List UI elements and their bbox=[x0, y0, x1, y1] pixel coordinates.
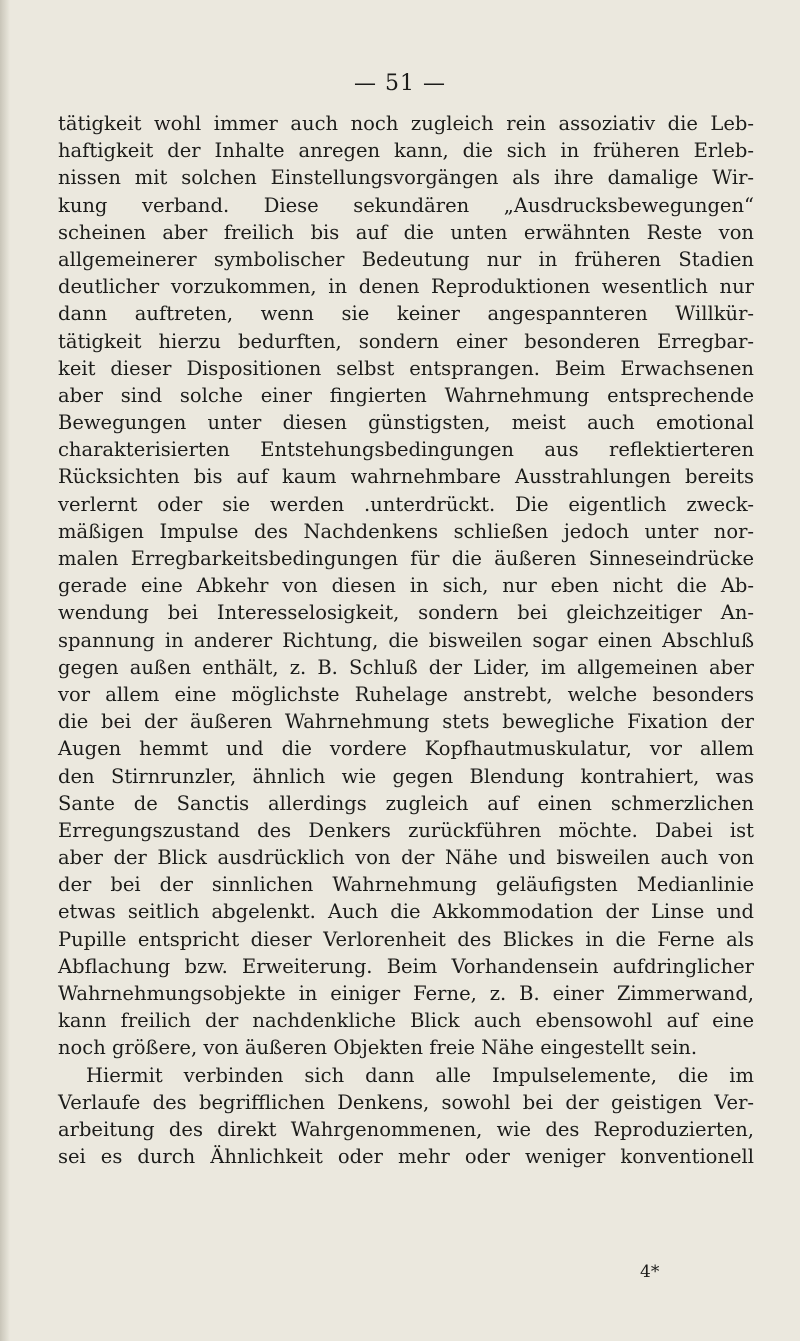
text-line: kann freilich der nachdenkliche Blick auch ebensowohl auf eine bbox=[58, 1009, 754, 1033]
page-edge-shadow bbox=[0, 0, 10, 1341]
text-line: allgemeinerer symbolischer Bedeutung nur in früheren Stadien bbox=[58, 247, 754, 271]
signature-mark: 4* bbox=[640, 1262, 660, 1282]
text-line: Verlaufe des begrifflichen Denkens, sowohl bei der geistigen Ver- bbox=[58, 1090, 754, 1114]
text-line: etwas seitlich abgelenkt. Auch die Akkommodation der Linse und bbox=[58, 900, 754, 924]
text-line: Augen hemmt und die vordere Kopfhautmuskulatur, vor allem bbox=[58, 737, 754, 761]
text-line: gerade eine Abkehr von diesen in sich, nur eben nicht die Ab- bbox=[58, 574, 754, 598]
text-line: Wahrnehmungsobjekte in einiger Ferne, z. B. einer Zimmerwand, bbox=[58, 982, 754, 1005]
text-line: mäßigen Impulse des Nachdenkens schließen jedoch unter nor- bbox=[58, 519, 754, 543]
text-line: aber der Blick ausdrücklich von der Nähe und bisweilen auch von bbox=[58, 846, 754, 870]
text-line: nissen mit solchen Einstellungsvorgängen als ihre damalige Wir- bbox=[58, 166, 754, 190]
text-line: Abflachung bzw. Erweiterung. Beim Vorhandensein aufdringlicher bbox=[58, 954, 754, 978]
text-line: Sante de Sanctis allerdings zugleich auf einen schmerzlichen bbox=[58, 791, 754, 815]
text-line: malen Erregbarkeitsbedingungen für die äußeren Sinneseindrücke bbox=[58, 547, 754, 570]
text-line: haftigkeit der Inhalte anregen kann, die sich in früheren Erleb- bbox=[58, 139, 754, 163]
text-line: Rücksichten bis auf kaum wahrnehmbare Ausstrahlungen bereits bbox=[58, 465, 754, 489]
page-number-header: — 51 — bbox=[354, 71, 446, 96]
text-line: tätigkeit wohl immer auch noch zugleich rein assoziativ die Leb- bbox=[58, 112, 754, 135]
text-line: der bei der sinnlichen Wahrnehmung geläufigsten Medianlinie bbox=[58, 873, 754, 897]
text-line: gegen außen enthält, z. B. Schluß der Lider, im allgemeinen aber bbox=[58, 655, 754, 679]
body-text bbox=[58, 110, 754, 1170]
text-line: wendung bei Interesselosigkeit, sondern bei gleichzeitiger An- bbox=[58, 601, 754, 625]
text-line: deutlicher vorzukommen, in denen Reproduktionen wesentlich nur bbox=[58, 275, 754, 299]
text-line: aber sind solche einer fingierten Wahrnehmung entsprechende bbox=[58, 383, 754, 407]
text-line: Pupille entspricht dieser Verlorenheit des Blickes in die Ferne als bbox=[58, 927, 754, 951]
text-line: keit dieser Dispositionen selbst entsprangen. Beim Erwachsenen bbox=[58, 356, 754, 380]
text-line: sei es durch Ähnlichkeit oder mehr oder weniger konventionell bbox=[58, 1145, 754, 1169]
text-line: kung verband. Diese sekundären „Ausdrucksbewegungen“ bbox=[58, 193, 754, 217]
text-line: dann auftreten, wenn sie keiner angespannteren Willkür- bbox=[58, 302, 754, 326]
text-line: noch größere, von äußeren Objekten freie Nähe eingestellt sein. bbox=[58, 1036, 698, 1060]
text-line: arbeitung des direkt Wahrgenommenen, wie des Reproduzierten, bbox=[58, 1117, 754, 1141]
text-line: die bei der äußeren Wahrnehmung stets bewegliche Fixation der bbox=[58, 710, 754, 734]
text-line: charakterisierten Entstehungsbedingungen aus reflektierteren bbox=[58, 438, 754, 462]
text-line: vor allem eine möglichste Ruhelage anstrebt, welche besonders bbox=[58, 682, 754, 706]
text-line: scheinen aber freilich bis auf die unten erwähnten Reste von bbox=[58, 220, 754, 244]
text-line: den Stirnrunzler, ähnlich wie gegen Blendung kontrahiert, was bbox=[58, 764, 754, 788]
text-line: verlernt oder sie werden .unterdrückt. Die eigentlich zweck- bbox=[58, 492, 754, 516]
text-line: tätigkeit hierzu bedurften, sondern einer besonderen Erregbar- bbox=[58, 329, 754, 353]
text-line: Hiermit verbinden sich dann alle Impulselemente, die im bbox=[86, 1063, 754, 1087]
text-line: spannung in anderer Richtung, die bisweilen sogar einen Abschluß bbox=[58, 628, 754, 652]
text-line: Bewegungen unter diesen günstigsten, meist auch emotional bbox=[58, 411, 754, 435]
text-line: Erregungszustand des Denkers zurückführen möchte. Dabei ist bbox=[58, 818, 754, 842]
